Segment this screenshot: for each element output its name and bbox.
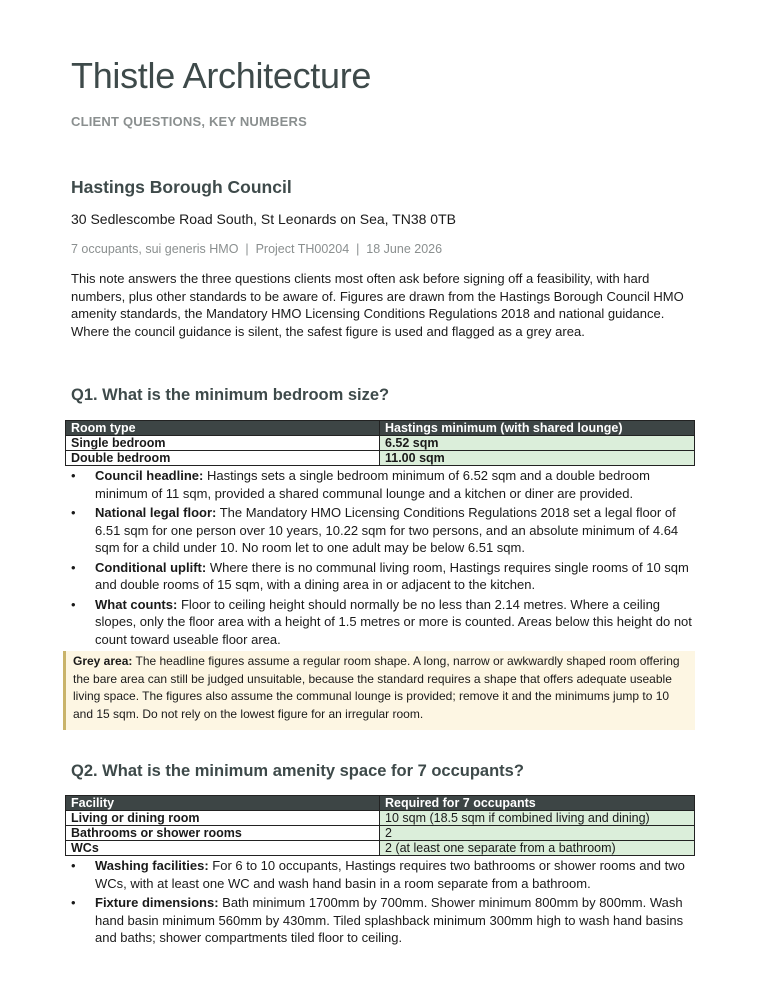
grey-area-callout bbox=[63, 651, 695, 730]
bullet-text: Hastings sets a single bedroom minimum of 6.52 sqm and a double bedroom minimum of 11 sqm, provided a shared communal lounge and a kitchen or diner are provided. bbox=[95, 468, 650, 501]
bullet-label: What counts: bbox=[95, 596, 178, 612]
table-header-cell: Required for 7 occupants bbox=[380, 796, 695, 811]
bullet-text: Where there is no communal living room, Hastings requires single rooms of 10 sqm and double rooms of 15 sqm, with a dining area in or adjacent to the kitchen. bbox=[95, 559, 689, 592]
bullet-text: Floor to ceiling height should normally be no less than 2.14 metres. Where a ceiling slopes, only the floor area with a height of 1.5 metres or more is counted. Areas below this height do not count toward useable floor area. bbox=[95, 596, 692, 647]
callout-text: The headline figures assume a regular room shape. A long, narrow or awkwardly shaped room offering the bare area can still be judged unsuitable, because the standard requires a shape that offers adequate useable living space. The figures also assume the communal lounge is provided; remove it and the minimums jump to 10 and 15 sqm. Do not rely on the lowest figure for an irregular room. bbox=[73, 654, 680, 721]
site-address: 30 Sedlescombe Road South, St Leonards on Sea, TN38 0TB bbox=[71, 211, 456, 227]
table-header-row bbox=[66, 796, 695, 811]
bullet-text: The Mandatory HMO Licensing Conditions Regulations 2018 set a legal floor of 6.51 sqm for one person over 10 years, 10.22 sqm for two persons, and an absolute minimum of 4.64 sqm for a child under 10. No room let to one adult may be below 6.51 sqm. bbox=[95, 505, 679, 555]
list-item bbox=[71, 857, 701, 892]
list-item bbox=[71, 504, 701, 557]
bullet-label: Council headline: bbox=[95, 468, 204, 483]
table-header-cell: Room type bbox=[66, 421, 380, 436]
q1-heading: Q1. What is the minimum bedroom size? bbox=[71, 386, 390, 404]
document-subtitle: CLIENT QUESTIONS, KEY NUMBERS bbox=[71, 114, 307, 129]
table-cell-label: Double bedroom bbox=[66, 451, 380, 466]
bullet-text: For 6 to 10 occupants, Hastings requires two bathrooms or shower rooms and two WCs, with at least one WC and wash hand basin in a room separate from a bathroom. bbox=[95, 858, 685, 891]
table-row bbox=[66, 826, 695, 841]
table-cell-label: WCs bbox=[66, 841, 380, 856]
table-header-cell: Hastings minimum (with shared lounge) bbox=[380, 421, 695, 436]
table-cell-value: 2 bbox=[380, 826, 695, 841]
table-cell-value: 6.52 sqm bbox=[380, 436, 695, 451]
q2-heading: Q2. What is the minimum amenity space for 7 occupants? bbox=[71, 762, 524, 780]
council-heading: Hastings Borough Council bbox=[71, 177, 292, 197]
table-row bbox=[66, 811, 695, 826]
bullet-label: Washing facilities: bbox=[95, 858, 209, 873]
q2-bullet-list bbox=[71, 857, 701, 949]
table-header-row bbox=[66, 421, 695, 436]
list-item bbox=[71, 596, 701, 649]
firm-title: Thistle Architecture bbox=[71, 55, 372, 96]
list-item bbox=[71, 559, 701, 594]
table-row bbox=[66, 436, 695, 451]
project-meta: 7 occupants, sui generis HMO | Project TH00204 | 18 June 2026 bbox=[71, 242, 443, 256]
bullet-text: Bath minimum 1700mm by 700mm. Shower minimum 800mm by 800mm. Wash hand basin minimum 560mm by 430mm. Tiled splashback minimum 300mm high to wash hand basins and baths; shower compartments tiled floor to ceiling. bbox=[95, 895, 684, 945]
bullet-label: Conditional uplift: bbox=[95, 559, 207, 575]
bullet-label: Fixture dimensions: bbox=[95, 895, 219, 910]
list-item bbox=[71, 467, 701, 502]
table-cell-label: Living or dining room bbox=[66, 811, 380, 826]
bullet-label: National legal floor: bbox=[95, 505, 217, 520]
table-row bbox=[66, 451, 695, 466]
table-row bbox=[66, 841, 695, 856]
table-cell-value: 11.00 sqm bbox=[380, 451, 695, 466]
table-cell-label: Bathrooms or shower rooms bbox=[66, 826, 380, 841]
amenity-table bbox=[65, 795, 695, 856]
q1-bullet-list bbox=[71, 467, 701, 650]
intro-paragraph: This note answers the three questions clients most often ask before signing off a feasibility, with hard numbers, plus other standards to be aware of. Figures are drawn from the Hastings Borough Council HMO amenity standards, the Mandatory HMO Licensing Conditions Regulations 2018 and national guidance. Where the council guidance is silent, the safest figure is used and flagged as a grey area. bbox=[71, 271, 684, 339]
callout-label: Grey area: bbox=[73, 654, 133, 668]
table-cell-value: 10 sqm (18.5 sqm if combined living and dining) bbox=[380, 811, 695, 826]
bedroom-size-table bbox=[65, 420, 695, 466]
table-header-cell: Facility bbox=[66, 796, 380, 811]
table-cell-label: Single bedroom bbox=[66, 436, 380, 451]
table-cell-value: 2 (at least one separate from a bathroom) bbox=[380, 841, 695, 856]
list-item bbox=[71, 894, 701, 947]
